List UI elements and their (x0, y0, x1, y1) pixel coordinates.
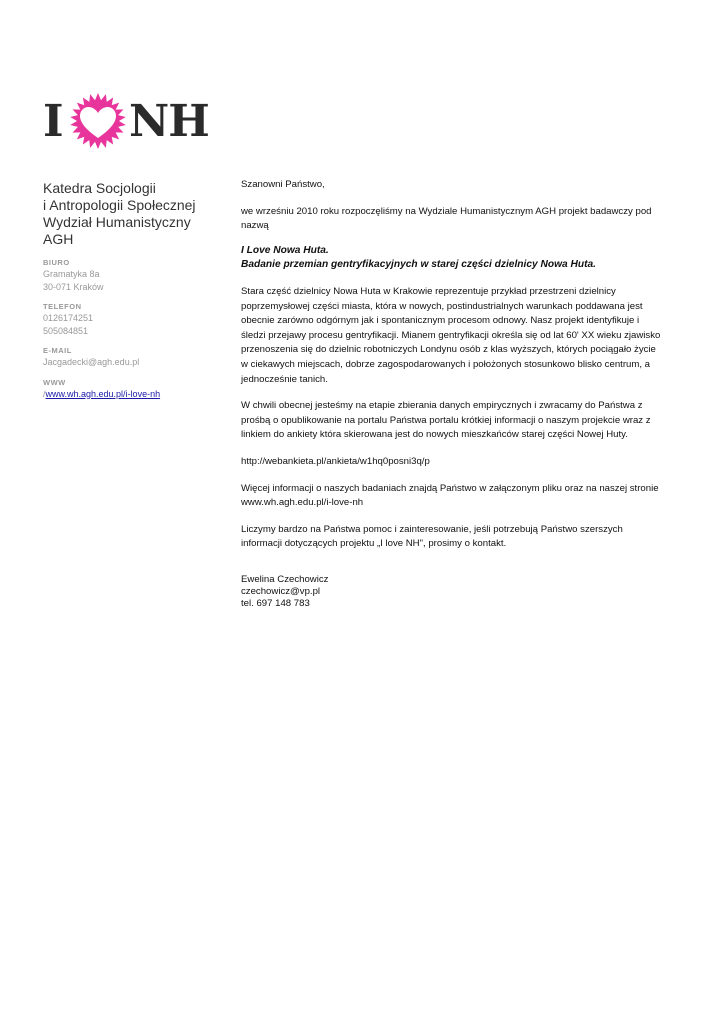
paragraph-request: W chwili obecnej jesteśmy na etapie zbierania danych empirycznych i zwracamy do Państwa z prośbą o opublikowanie na portalu Państwa portalu krótkiej informacji o naszym projekcie wraz z linkiem do ankiety która skierowana jest do nowych mieszkańców starej części Nowej Huty. (241, 400, 651, 441)
www-value (43, 388, 233, 401)
paragraph-gentrification: Stara część dzielnicy Nowa Huta w Krakowie reprezentuje przykład przestrzeni dzielnicy poprzemysłowej części miasta, która w nowych, postindustrialnych warunkach poddawana jest obecnie zarówno odgórnym jak i spontanicznym procesom odnowy. Nasz projekt identyfikuje i śledzi przejawy procesu gentryfikacji. Mianem gentryfikacji określa się od lat 60' XX wieku zjawisko przenoszenia się do dzielnic robotniczych Londynu osób z klas wyższych, których pociągało życie w ciekawych miejscach, dobrze zagospodarowanych i położonych stosunkowo blisko centrum, a jednocześnie tanich. (241, 285, 661, 385)
www-link[interactable]: www.wh.agh.edu.pl/i-love-nh (45, 388, 161, 399)
project-title-line1: I Love Nowa Huta. (241, 244, 329, 256)
project-title-line2: Badanie przemian gentryfikacyjnych w starej części dzielnicy Nowa Huta. (241, 259, 596, 271)
logo-letter-i: I (43, 96, 64, 147)
department-line: Katedra Socjologii (43, 180, 156, 196)
signature-email: czechowicz@vp.pl (241, 585, 321, 597)
biuro-label: BIURO (43, 258, 70, 267)
telefon-label: TELEFON (43, 302, 82, 311)
logo-letters-nh: NH (129, 96, 209, 147)
survey-url: http://webankieta.pl/ankieta/w1hq0posni3q/p (241, 455, 430, 467)
project-title (241, 244, 661, 273)
email-label: E-MAIL (43, 346, 72, 355)
signature (241, 574, 661, 610)
paragraph-more-info: Więcej informacji o naszych badaniach znajdą Państwo w załączonym pliku oraz na naszej stronie www.wh.agh.edu.pl/i-love-nh (241, 482, 659, 509)
heart-sunburst-icon (67, 92, 129, 150)
paragraph-closing: Liczymy bardzo na Państwa pomoc i zainteresowanie, jeśli potrzebują Państwo szerszych informacji dotyczących projektu „I love NH", prosimy o kontakt. (241, 523, 623, 550)
sidebar-contact (43, 180, 233, 400)
address-city: 30-071 Kraków (43, 281, 104, 292)
signature-phone: tel. 697 148 783 (241, 597, 310, 609)
department-line: Wydział Humanistyczny (43, 214, 191, 230)
logo (43, 92, 218, 150)
department-line: AGH (43, 231, 74, 247)
www-label: WWW (43, 377, 66, 387)
address-street: Gramatyka 8a (43, 269, 100, 279)
www-prefix: / (43, 388, 46, 399)
signature-name: Ewelina Czechowicz (241, 573, 329, 585)
letter-body (241, 178, 661, 610)
intro-paragraph: we wrześniu 2010 roku rozpoczęliśmy na Wydziale Humanistycznym AGH projekt badawczy pod nazwą (241, 205, 652, 232)
phone-2: 505084851 (43, 325, 89, 336)
email-value: Jacgadecki@agh.edu.pl (43, 357, 140, 367)
department-line: i Antropologii Społecznej (43, 197, 196, 213)
phone-1: 0126174251 (43, 313, 94, 323)
greeting: Szanowni Państwo, (241, 179, 325, 190)
